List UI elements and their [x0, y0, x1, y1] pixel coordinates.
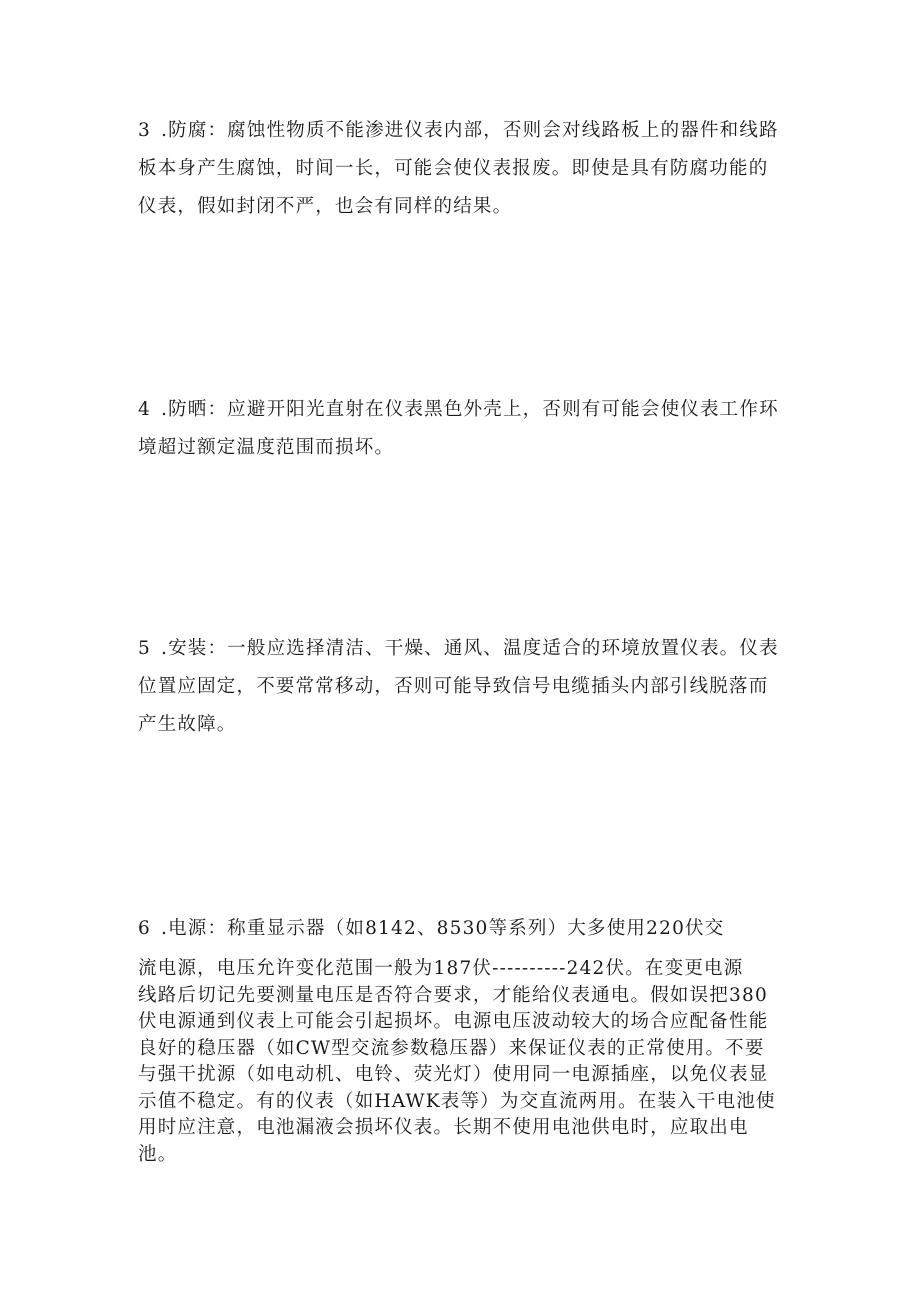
section-4-line-1: 4 .防晒：应避开阳光直射在仪表黑色外壳上，否则有可能会使仪表工作环 [138, 399, 779, 420]
section-4-number: 4 [138, 399, 151, 420]
section-3-line-2: 板本身产生腐蚀，时间一长，可能会使仪表报废。即使是具有防腐功能的 [138, 158, 769, 179]
section-5-line-3: 产生故障。 [138, 714, 237, 735]
section-3-number: 3 [138, 120, 151, 141]
section-3-anticorrosion [138, 112, 798, 226]
section-6-body-line-7: 用时应注意，电池漏液会损坏仪表。长期不使用电池供电时，应取出电 [138, 1117, 749, 1138]
section-6-power-heading [138, 910, 798, 948]
section-3-line-1: 3 .防腐：腐蚀性物质不能渗进仪表内部，否则会对线路板上的器件和线路 [138, 120, 779, 141]
section-6-body-line-6: 示值不稳定。有的仪表（如HAWK表等）为交直流两用。在装入干电池使 [138, 1090, 776, 1112]
section-6-body-line-1: 流电源，电压允许变化范围一般为187伏----------242伏。在变更电源 [138, 958, 744, 979]
section-5-line-2: 位置应固定，不要常常移动，否则可能导致信号电缆插头内部引线脱落而 [138, 676, 769, 697]
section-6-body-line-8: 池。 [138, 1143, 178, 1165]
section-4-line-2: 境超过额定温度范围而损坏。 [138, 437, 395, 458]
section-6-body-line-2: 线路后切记先要测量电压是否符合要求，才能给仪表通电。假如误把380 [138, 984, 768, 1006]
section-6-power-body [138, 956, 798, 1168]
section-5-line-1: 5 .安装：一般应选择清洁、干燥、通风、温度适合的环境放置仪表。仪表 [138, 638, 779, 659]
section-6-body-line-4: 良好的稳压器（如CW型交流参数稳压器）来保证仪表的正常使用。不要 [138, 1037, 765, 1059]
section-6-number: 6 [138, 918, 151, 939]
section-6-body-line-3: 伏电源通到仪表上可能会引起损坏。电源电压波动较大的场合应配备性能 [138, 1011, 769, 1032]
section-3-line-3: 仪表，假如封闭不严，也会有同样的结果。 [138, 196, 513, 217]
section-5-installation [138, 630, 798, 744]
section-6-line-1: 6 .电源：称重显示器（如8142、8530等系列）大多使用220伏交 [138, 918, 725, 939]
section-6-body-line-5: 与强干扰源（如电动机、电铃、荧光灯）使用同一电源插座，以免仪表显 [138, 1064, 769, 1085]
section-5-number: 5 [138, 638, 151, 659]
section-4-sun-protection [138, 391, 798, 467]
